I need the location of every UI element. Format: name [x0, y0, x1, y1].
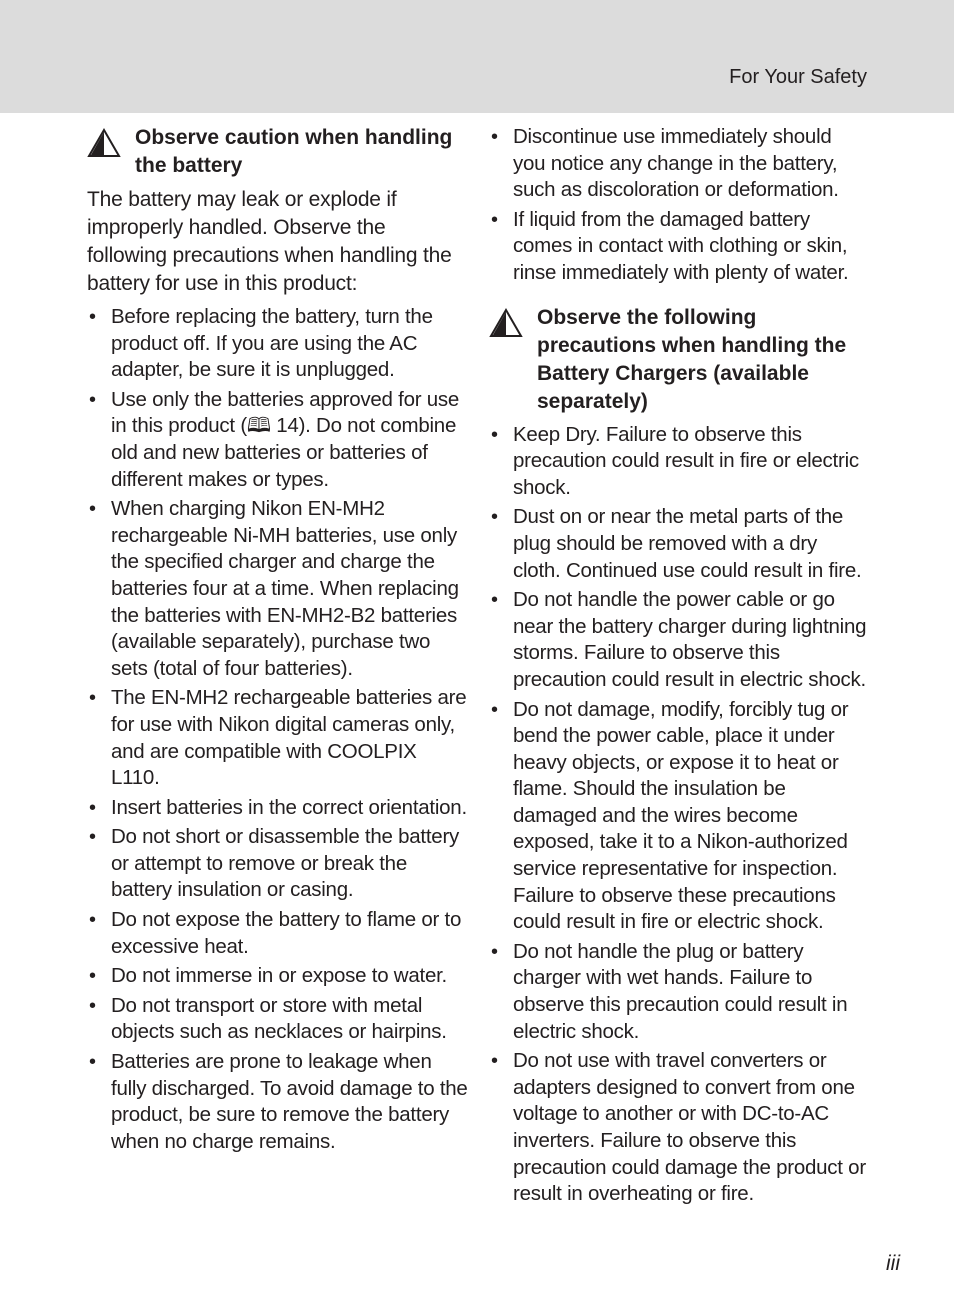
list-item: • Do not expose the battery to flame or to excessive heat.: [89, 908, 462, 958]
page-header-title: For Your Safety: [729, 66, 867, 88]
battery-precautions-continued-list: [489, 124, 867, 287]
warning-triangle-icon: [489, 308, 523, 338]
list-item: • Discontinue use immediately should you notice any change in the battery, such as discoloration or deformation.: [491, 125, 839, 202]
list-item: • Keep Dry. Failure to observe this precaution could result in fire or electric shock.: [491, 422, 859, 499]
left-column: [87, 124, 469, 1158]
list-item: • Do not use with travel converters or adapters designed to convert from one voltage to another or with DC-to-AC inverters. Failure to observe this precaution could damage the product or result in overheating or fire.: [491, 1049, 866, 1206]
list-item: • Dust on or near the metal parts of the plug should be removed with a dry cloth. Continued use could result in fire.: [491, 505, 862, 582]
list-item: • If liquid from the damaged battery comes in contact with clothing or skin, rinse immediately with plenty of water.: [491, 207, 849, 284]
list-item: • Use only the batteries approved for use in this product (🕮 14). Do not combine old and new batteries or batteries of different makes or types.: [89, 387, 460, 491]
intro-paragraph: The battery may leak or explode if improperly handled. Observe the following precautions when handling the battery for use in this product:: [87, 188, 452, 295]
battery-precautions-list: [87, 304, 469, 1155]
list-item: • Do not short or disassemble the battery or attempt to remove or break the battery insulation or casing.: [89, 825, 460, 902]
list-item: • When charging Nikon EN-MH2 rechargeable Ni-MH batteries, use only the specified charger and charge the batteries four at a time. When replacing the batteries with EN-MH2-B2 batteries (available separately), purchase two sets (total of four batteries).: [89, 497, 459, 680]
list-item: • Before replacing the battery, turn the product off. If you are using the AC adapter, be sure it is unplugged.: [89, 305, 433, 382]
section-title: Observe the following precautions when handling the Battery Chargers (available separately): [537, 305, 847, 413]
list-item: • Do not handle the power cable or go near the battery charger during lightning storms. Failure to observe this precaution could result in electric shock.: [491, 588, 867, 691]
charger-precautions-list: [489, 422, 867, 1208]
warning-triangle-icon: [87, 128, 121, 158]
list-item: • Do not immerse in or expose to water.: [89, 964, 447, 988]
right-column: [489, 124, 867, 1211]
list-item: • Batteries are prone to leakage when fully discharged. To avoid damage to the product, be sure to remove the battery when no charge remains.: [89, 1050, 468, 1153]
charger-caution-heading: [489, 304, 867, 416]
section-title: Observe caution when handling the battery: [135, 126, 453, 177]
battery-caution-heading: [87, 124, 469, 180]
header-band: [0, 0, 954, 113]
page-number: iii: [886, 1252, 900, 1275]
list-item: • The EN-MH2 rechargeable batteries are for use with Nikon digital cameras only, and are compatible with COOLPIX L110.: [89, 686, 467, 790]
list-item: • Do not handle the plug or battery charger with wet hands. Failure to observe this precaution could result in electric shock.: [491, 939, 848, 1043]
list-item: • Insert batteries in the correct orientation.: [89, 795, 467, 819]
list-item: • Do not transport or store with metal objects such as necklaces or hairpins.: [89, 993, 447, 1044]
list-item: • Do not damage, modify, forcibly tug or bend the power cable, place it under heavy objects, or expose it to heat or flame. Should the insulation be damaged and the wires become exposed, take it to a Nikon-authorized service representative for inspection. Failure to observe these precautions could result in fire or electric shock.: [491, 697, 849, 934]
